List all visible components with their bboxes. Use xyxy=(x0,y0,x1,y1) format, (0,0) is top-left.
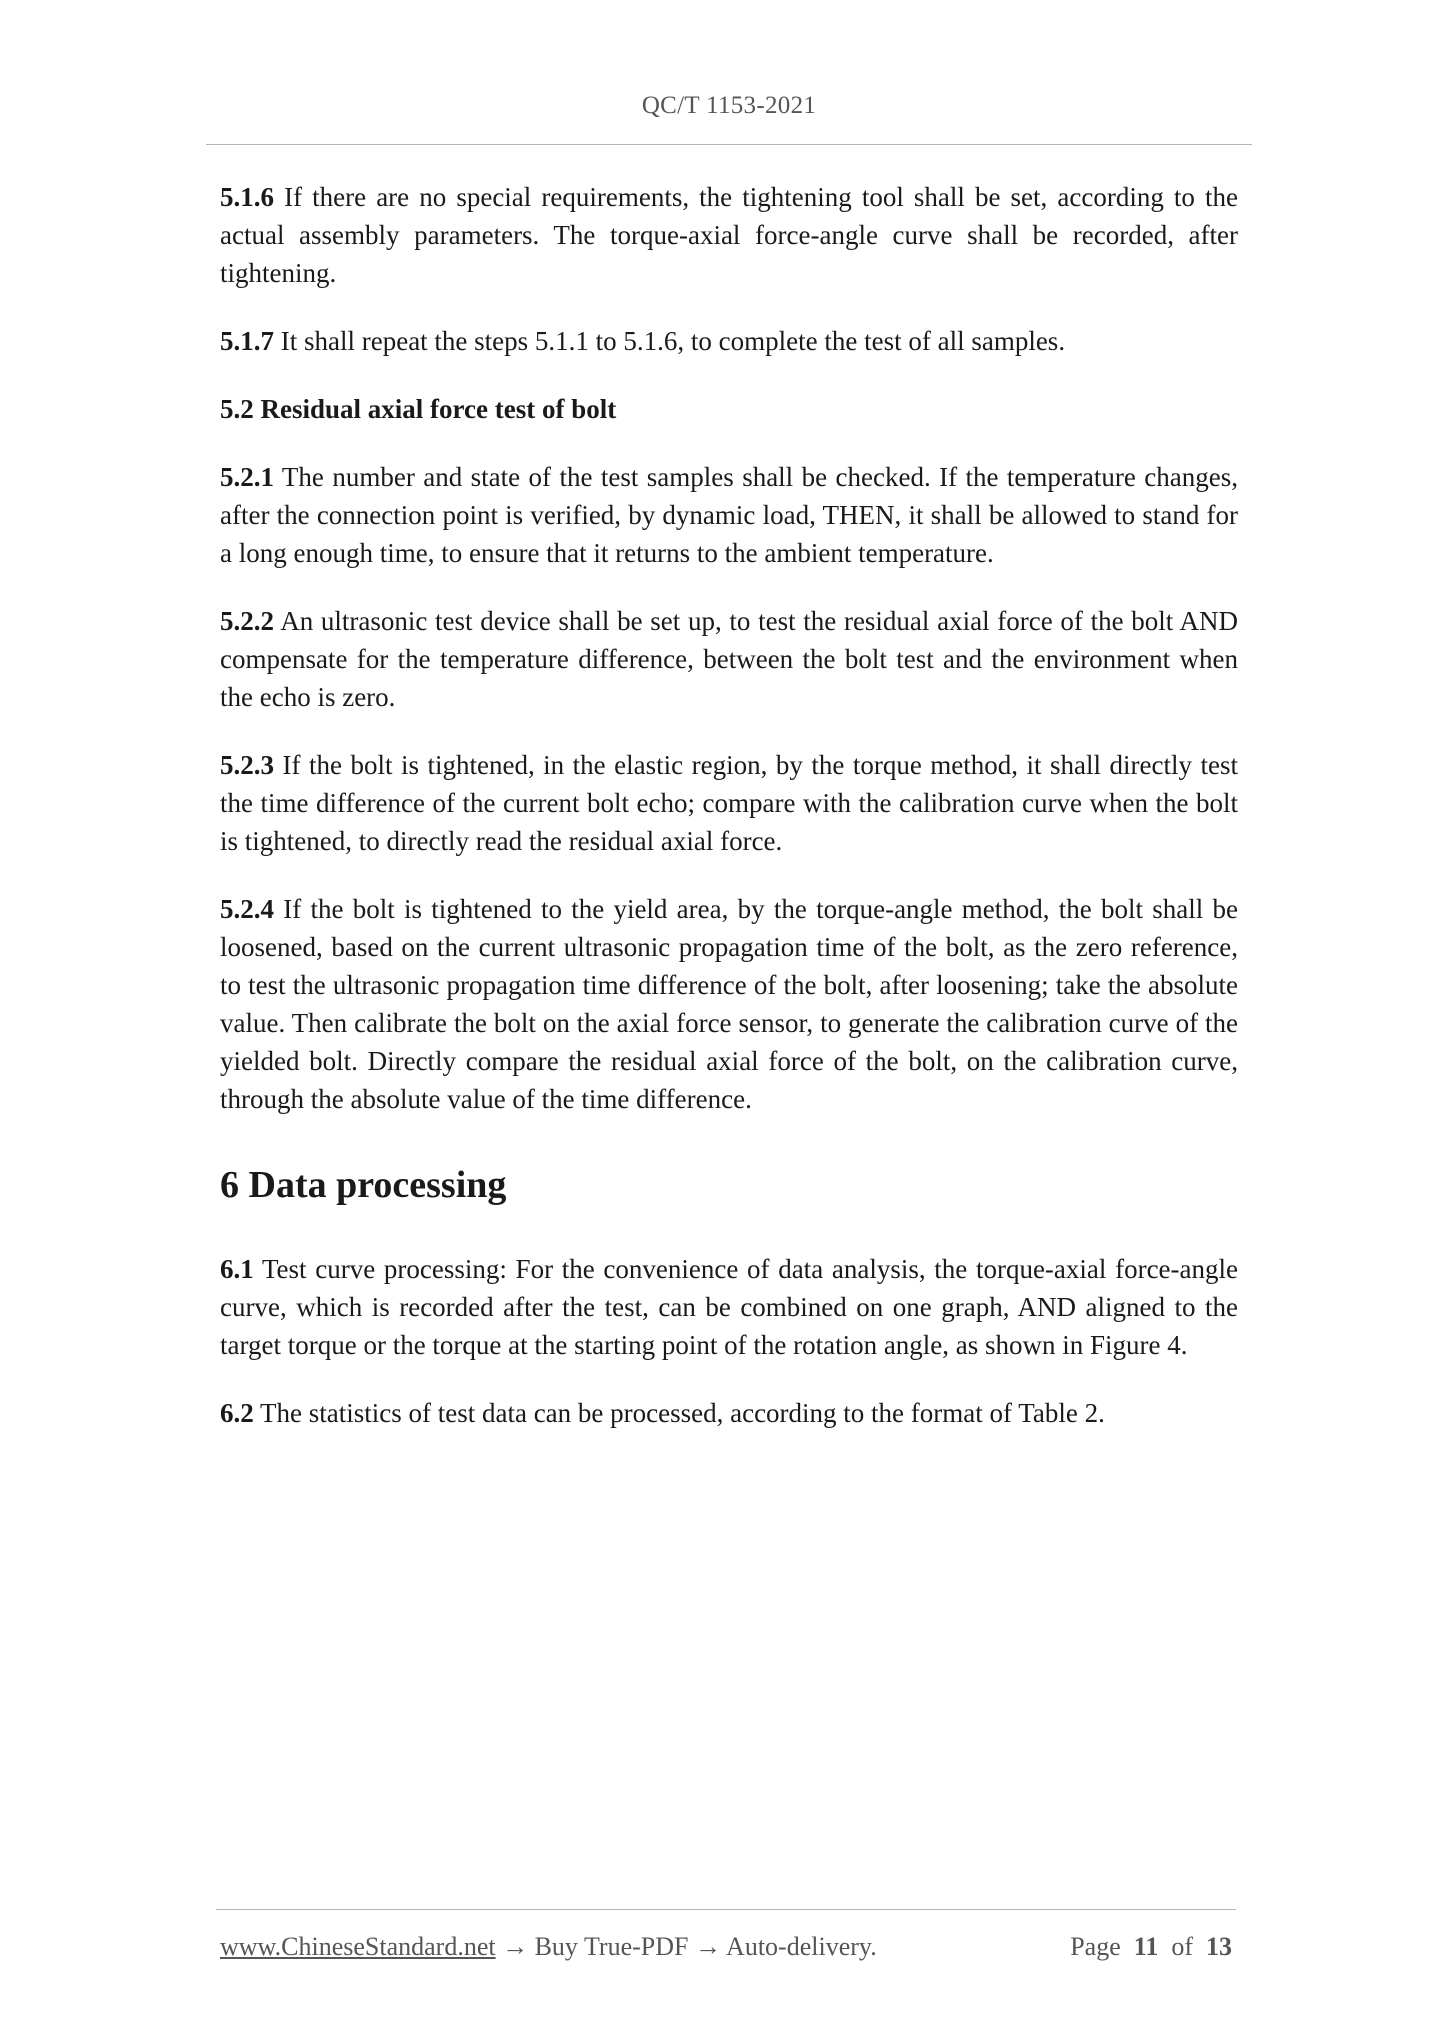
section-heading-6: 6 Data processing xyxy=(220,1164,507,1206)
clause-text: An ultrasonic test device shall be set up, to test the residual axial force of the bolt AND compensate for the temperature difference, between the bolt test and the environment when the echo is zero. xyxy=(220,606,1238,712)
clause-5-2-1 xyxy=(220,458,1238,572)
subsection-heading-5-2: 5.2 Residual axial force test of bolt xyxy=(220,394,617,424)
page-label: Page xyxy=(1070,1932,1121,1961)
clause-text: It shall repeat the steps 5.1.1 to 5.1.6, to complete the test of all samples. xyxy=(274,326,1066,356)
of-label: of xyxy=(1171,1932,1193,1961)
clause-number: 5.1.7 xyxy=(220,326,274,356)
page-header-doc-id: QC/T 1153-2021 xyxy=(641,92,817,119)
page-number xyxy=(1070,1932,1232,1962)
total-pages: 13 xyxy=(1206,1932,1232,1961)
clause-number: 5.2.1 xyxy=(220,462,274,492)
clause-text: The statistics of test data can be processed, according to the format of Table 2. xyxy=(253,1398,1105,1428)
clause-number: 6.2 xyxy=(220,1398,254,1428)
clause-5-1-6 xyxy=(220,178,1238,292)
clause-6-1 xyxy=(220,1250,1238,1364)
clause-6-2 xyxy=(220,1394,1238,1432)
clause-5-2-4 xyxy=(220,890,1238,1118)
clause-number: 5.2.4 xyxy=(220,894,274,924)
clause-5-2-2 xyxy=(220,602,1238,716)
document-body xyxy=(220,178,1238,1462)
clause-text: If there are no special requirements, the tightening tool shall be set, according to the actual assembly parameters. The torque-axial force-angle curve shall be recorded, after tightening. xyxy=(220,182,1238,288)
clause-text: If the bolt is tightened, in the elastic region, by the torque method, it shall directly test the time difference of the current bolt echo; compare with the calibration curve when the bolt is tightened, to directly read the residual axial force. xyxy=(220,750,1238,856)
clause-text: The number and state of the test samples shall be checked. If the temperature changes, after the connection point is verified, by dynamic load, THEN, it shall be allowed to stand for a long enough time, to ensure that it returns to the ambient temperature. xyxy=(220,462,1238,568)
footer-promo xyxy=(220,1932,877,1962)
website-link[interactable]: www.ChineseStandard.net xyxy=(220,1932,496,1961)
clause-number: 5.2.3 xyxy=(220,750,274,780)
clause-5-1-7 xyxy=(220,322,1238,360)
header-divider xyxy=(206,144,1252,145)
footer-divider xyxy=(216,1909,1236,1910)
clause-number: 5.2.2 xyxy=(220,606,274,636)
clause-text: If the bolt is tightened to the yield area, by the torque-angle method, the bolt shall be loosened, based on the current ultrasonic propagation time of the bolt, as the zero reference, to test the ultrasonic propagation time difference of the bolt, after loosening; take the absolute value. Then calibrate the bolt on the axial force sensor, to generate the calibration curve of the yielded bolt. Directly compare the residual axial force of the bolt, on the calibration curve, through the absolute value of the time difference. xyxy=(220,894,1238,1114)
clause-number: 5.1.6 xyxy=(220,182,274,212)
clause-text: Test curve processing: For the convenience of data analysis, the torque-axial force-angle curve, which is recorded after the test, can be combined on one graph, AND aligned to the target torque or the torque at the starting point of the rotation angle, as shown in Figure 4. xyxy=(220,1254,1238,1360)
footer-promo-text: → Buy True-PDF → Auto-delivery. xyxy=(495,1932,877,1961)
clause-number: 6.1 xyxy=(220,1254,254,1284)
clause-5-2-3 xyxy=(220,746,1238,860)
current-page: 11 xyxy=(1133,1932,1159,1961)
